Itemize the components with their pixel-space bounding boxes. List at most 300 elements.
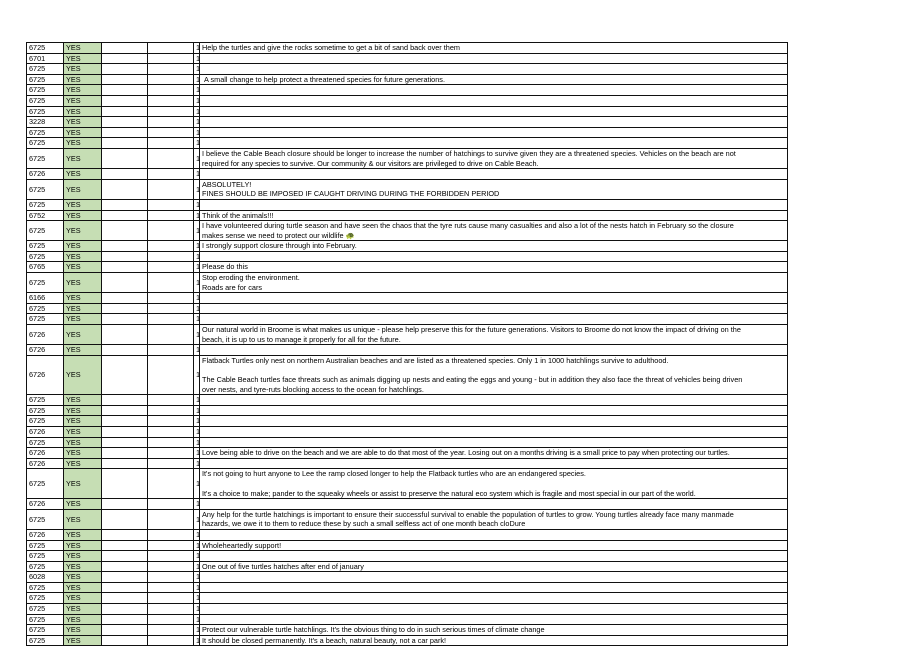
empty-cell[interactable] <box>102 273 148 293</box>
comment-cell[interactable] <box>200 303 788 314</box>
postcode-cell[interactable]: 6726 <box>27 499 64 510</box>
empty-cell[interactable] <box>102 53 148 64</box>
postcode-cell[interactable]: 6725 <box>27 221 64 241</box>
count-cell[interactable]: 1 <box>194 614 200 625</box>
empty-cell[interactable] <box>102 262 148 273</box>
comment-cell[interactable] <box>200 458 788 469</box>
count-cell[interactable]: 1 <box>194 262 200 273</box>
postcode-cell[interactable]: 6725 <box>27 138 64 149</box>
count-cell[interactable]: 1 <box>194 43 200 54</box>
answer-cell[interactable]: YES <box>64 635 102 646</box>
empty-cell[interactable] <box>102 614 148 625</box>
empty-cell[interactable] <box>148 127 194 138</box>
count-cell[interactable]: 1 <box>194 593 200 604</box>
answer-cell[interactable]: YES <box>64 395 102 406</box>
answer-cell[interactable]: YES <box>64 199 102 210</box>
count-cell[interactable]: 1 <box>194 53 200 64</box>
empty-cell[interactable] <box>102 314 148 325</box>
table-row <box>27 273 788 293</box>
count-cell[interactable]: 1 <box>194 395 200 406</box>
empty-cell[interactable] <box>148 95 194 106</box>
empty-cell[interactable] <box>148 614 194 625</box>
empty-cell[interactable] <box>148 251 194 262</box>
postcode-cell[interactable]: 6701 <box>27 53 64 64</box>
postcode-cell[interactable]: 6725 <box>27 395 64 406</box>
count-cell[interactable]: 1 <box>194 148 200 168</box>
empty-cell[interactable] <box>148 458 194 469</box>
comment-cell[interactable] <box>200 199 788 210</box>
count-cell[interactable]: 1 <box>194 437 200 448</box>
postcode-cell[interactable]: 6725 <box>27 303 64 314</box>
empty-cell[interactable] <box>148 293 194 304</box>
postcode-cell[interactable]: 6725 <box>27 469 64 499</box>
count-cell[interactable]: 1 <box>194 509 200 529</box>
empty-cell[interactable] <box>148 138 194 149</box>
empty-cell[interactable] <box>102 95 148 106</box>
count-cell[interactable]: 1 <box>194 551 200 562</box>
comment-cell[interactable] <box>200 221 788 241</box>
postcode-cell[interactable]: 6725 <box>27 199 64 210</box>
answer-cell[interactable]: YES <box>64 458 102 469</box>
empty-cell[interactable] <box>102 85 148 96</box>
empty-cell[interactable] <box>148 179 194 199</box>
empty-cell[interactable] <box>102 74 148 85</box>
empty-cell[interactable] <box>102 426 148 437</box>
postcode-cell[interactable]: 6166 <box>27 293 64 304</box>
postcode-cell[interactable]: 6725 <box>27 509 64 529</box>
empty-cell[interactable] <box>148 199 194 210</box>
answer-cell[interactable]: YES <box>64 138 102 149</box>
empty-cell[interactable] <box>148 64 194 75</box>
answer-cell[interactable]: YES <box>64 529 102 540</box>
answer-cell[interactable]: YES <box>64 85 102 96</box>
count-cell[interactable]: 1 <box>194 314 200 325</box>
empty-cell[interactable] <box>148 499 194 510</box>
empty-cell[interactable] <box>148 551 194 562</box>
answer-cell[interactable]: YES <box>64 106 102 117</box>
postcode-cell[interactable]: 6765 <box>27 262 64 273</box>
answer-cell[interactable]: YES <box>64 345 102 356</box>
empty-cell[interactable] <box>148 210 194 221</box>
answer-cell[interactable]: YES <box>64 53 102 64</box>
answer-cell[interactable]: YES <box>64 148 102 168</box>
count-cell[interactable]: 1 <box>194 625 200 636</box>
postcode-cell[interactable]: 6726 <box>27 458 64 469</box>
postcode-cell[interactable]: 6725 <box>27 74 64 85</box>
answer-cell[interactable]: YES <box>64 540 102 551</box>
comment-cell[interactable] <box>200 561 788 572</box>
answer-cell[interactable]: YES <box>64 117 102 128</box>
count-cell[interactable]: 1 <box>194 355 200 394</box>
empty-cell[interactable] <box>148 604 194 615</box>
table-row <box>27 95 788 106</box>
empty-cell[interactable] <box>148 325 194 345</box>
empty-cell[interactable] <box>148 405 194 416</box>
empty-cell[interactable] <box>102 355 148 394</box>
answer-cell[interactable]: YES <box>64 625 102 636</box>
count-cell[interactable]: 1 <box>194 303 200 314</box>
empty-cell[interactable] <box>102 148 148 168</box>
count-cell[interactable]: 1 <box>194 127 200 138</box>
empty-cell[interactable] <box>148 561 194 572</box>
count-cell[interactable]: 1 <box>194 540 200 551</box>
empty-cell[interactable] <box>148 273 194 293</box>
count-cell[interactable]: 1 <box>194 561 200 572</box>
comment-cell[interactable] <box>200 625 788 636</box>
comment-cell[interactable] <box>200 64 788 75</box>
postcode-cell[interactable]: 6725 <box>27 148 64 168</box>
empty-cell[interactable] <box>148 572 194 583</box>
answer-cell[interactable]: YES <box>64 509 102 529</box>
empty-cell[interactable] <box>148 169 194 180</box>
postcode-cell[interactable]: 6725 <box>27 95 64 106</box>
answer-cell[interactable]: YES <box>64 561 102 572</box>
answer-cell[interactable]: YES <box>64 64 102 75</box>
empty-cell[interactable] <box>148 625 194 636</box>
empty-cell[interactable] <box>102 551 148 562</box>
comment-cell[interactable] <box>200 53 788 64</box>
empty-cell[interactable] <box>102 199 148 210</box>
postcode-cell[interactable]: 6725 <box>27 437 64 448</box>
count-cell[interactable]: 1 <box>194 293 200 304</box>
answer-cell[interactable]: YES <box>64 251 102 262</box>
comment-cell[interactable] <box>200 314 788 325</box>
answer-cell[interactable]: YES <box>64 416 102 427</box>
table-row <box>27 117 788 128</box>
comment-cell[interactable] <box>200 325 788 345</box>
count-cell[interactable]: 1 <box>194 106 200 117</box>
empty-cell[interactable] <box>102 117 148 128</box>
count-cell[interactable]: 1 <box>194 325 200 345</box>
count-cell[interactable]: 1 <box>194 64 200 75</box>
empty-cell[interactable] <box>148 416 194 427</box>
table-row <box>27 138 788 149</box>
postcode-cell[interactable]: 6725 <box>27 593 64 604</box>
empty-cell[interactable] <box>148 241 194 252</box>
count-cell[interactable]: 1 <box>194 345 200 356</box>
answer-cell[interactable]: YES <box>64 437 102 448</box>
comment-cell[interactable] <box>200 593 788 604</box>
table-row <box>27 458 788 469</box>
empty-cell[interactable] <box>148 117 194 128</box>
table-body <box>27 43 788 646</box>
comment-cell[interactable] <box>200 540 788 551</box>
comment-cell[interactable] <box>200 355 788 394</box>
postcode-cell[interactable]: 6725 <box>27 106 64 117</box>
postcode-cell[interactable]: 6725 <box>27 64 64 75</box>
empty-cell[interactable] <box>148 509 194 529</box>
postcode-cell[interactable]: 6726 <box>27 448 64 459</box>
empty-cell[interactable] <box>148 437 194 448</box>
count-cell[interactable]: 1 <box>194 221 200 241</box>
count-cell[interactable]: 1 <box>194 499 200 510</box>
count-cell[interactable]: 1 <box>194 85 200 96</box>
answer-cell[interactable]: YES <box>64 604 102 615</box>
comment-cell[interactable] <box>200 345 788 356</box>
comment-cell[interactable] <box>200 273 788 293</box>
empty-cell[interactable] <box>102 405 148 416</box>
comment-cell[interactable] <box>200 416 788 427</box>
answer-cell[interactable]: YES <box>64 593 102 604</box>
empty-cell[interactable] <box>102 604 148 615</box>
comment-cell[interactable] <box>200 405 788 416</box>
answer-cell[interactable]: YES <box>64 221 102 241</box>
postcode-cell[interactable]: 6028 <box>27 572 64 583</box>
comment-cell[interactable] <box>200 426 788 437</box>
count-cell[interactable]: 1 <box>194 138 200 149</box>
count-cell[interactable]: 1 <box>194 635 200 646</box>
comment-cell[interactable] <box>200 241 788 252</box>
empty-cell[interactable] <box>102 572 148 583</box>
comment-cell[interactable] <box>200 582 788 593</box>
postcode-cell[interactable]: 6725 <box>27 251 64 262</box>
empty-cell[interactable] <box>148 426 194 437</box>
comment-cell[interactable] <box>200 138 788 149</box>
comment-cell[interactable] <box>200 614 788 625</box>
empty-cell[interactable] <box>102 509 148 529</box>
empty-cell[interactable] <box>148 262 194 273</box>
comment-cell[interactable] <box>200 509 788 529</box>
comment-cell[interactable] <box>200 262 788 273</box>
table-row <box>27 293 788 304</box>
comment-cell[interactable] <box>200 293 788 304</box>
empty-cell[interactable] <box>102 499 148 510</box>
empty-cell[interactable] <box>102 625 148 636</box>
empty-cell[interactable] <box>102 169 148 180</box>
answer-cell[interactable]: YES <box>64 210 102 221</box>
postcode-cell[interactable]: 6725 <box>27 43 64 54</box>
empty-cell[interactable] <box>148 395 194 406</box>
answer-cell[interactable]: YES <box>64 303 102 314</box>
empty-cell[interactable] <box>102 293 148 304</box>
empty-cell[interactable] <box>102 582 148 593</box>
postcode-cell[interactable]: 6725 <box>27 405 64 416</box>
answer-cell[interactable]: YES <box>64 241 102 252</box>
answer-cell[interactable]: YES <box>64 127 102 138</box>
answer-cell[interactable]: YES <box>64 95 102 106</box>
count-cell[interactable]: 1 <box>194 582 200 593</box>
postcode-cell[interactable]: 6726 <box>27 169 64 180</box>
answer-cell[interactable]: YES <box>64 262 102 273</box>
answer-cell[interactable]: YES <box>64 426 102 437</box>
comment-cell[interactable] <box>200 604 788 615</box>
answer-cell[interactable]: YES <box>64 273 102 293</box>
empty-cell[interactable] <box>148 314 194 325</box>
empty-cell[interactable] <box>148 74 194 85</box>
answer-cell[interactable]: YES <box>64 582 102 593</box>
answer-cell[interactable]: YES <box>64 469 102 499</box>
count-cell[interactable]: 1 <box>194 117 200 128</box>
comment-cell[interactable] <box>200 148 788 168</box>
postcode-cell[interactable]: 6725 <box>27 273 64 293</box>
comment-cell[interactable] <box>200 551 788 562</box>
empty-cell[interactable] <box>102 416 148 427</box>
comment-cell[interactable] <box>200 448 788 459</box>
postcode-cell[interactable]: 6725 <box>27 604 64 615</box>
count-cell[interactable]: 1 <box>194 426 200 437</box>
count-cell[interactable]: 1 <box>194 273 200 293</box>
answer-cell[interactable]: YES <box>64 293 102 304</box>
answer-cell[interactable]: YES <box>64 448 102 459</box>
postcode-cell[interactable]: 6725 <box>27 625 64 636</box>
answer-cell[interactable]: YES <box>64 74 102 85</box>
empty-cell[interactable] <box>148 469 194 499</box>
empty-cell[interactable] <box>148 593 194 604</box>
empty-cell[interactable] <box>102 138 148 149</box>
comment-cell[interactable] <box>200 635 788 646</box>
table-row <box>27 395 788 406</box>
empty-cell[interactable] <box>102 241 148 252</box>
count-cell[interactable]: 1 <box>194 405 200 416</box>
postcode-cell[interactable]: 6725 <box>27 551 64 562</box>
comment-cell[interactable] <box>200 437 788 448</box>
empty-cell[interactable] <box>148 303 194 314</box>
answer-cell[interactable]: YES <box>64 355 102 394</box>
comment-cell[interactable] <box>200 499 788 510</box>
count-cell[interactable]: 1 <box>194 210 200 221</box>
postcode-cell[interactable]: 6725 <box>27 85 64 96</box>
postcode-cell[interactable]: 6725 <box>27 540 64 551</box>
empty-cell[interactable] <box>148 106 194 117</box>
comment-line <box>202 479 785 489</box>
comment-cell[interactable] <box>200 74 788 85</box>
table-row <box>27 169 788 180</box>
postcode-cell[interactable]: 6725 <box>27 582 64 593</box>
empty-cell[interactable] <box>102 395 148 406</box>
answer-cell[interactable]: YES <box>64 499 102 510</box>
postcode-cell[interactable]: 6752 <box>27 210 64 221</box>
comment-cell[interactable] <box>200 106 788 117</box>
comment-cell[interactable] <box>200 95 788 106</box>
empty-cell[interactable] <box>102 458 148 469</box>
table-row <box>27 614 788 625</box>
empty-cell[interactable] <box>102 106 148 117</box>
postcode-cell[interactable]: 6726 <box>27 355 64 394</box>
count-cell[interactable]: 1 <box>194 95 200 106</box>
answer-cell[interactable]: YES <box>64 325 102 345</box>
table-row <box>27 551 788 562</box>
empty-cell[interactable] <box>148 635 194 646</box>
comment-cell[interactable] <box>200 85 788 96</box>
postcode-cell[interactable]: 6725 <box>27 127 64 138</box>
count-cell[interactable]: 1 <box>194 604 200 615</box>
empty-cell[interactable] <box>148 221 194 241</box>
answer-cell[interactable]: YES <box>64 572 102 583</box>
comment-cell[interactable] <box>200 210 788 221</box>
comment-cell[interactable] <box>200 251 788 262</box>
postcode-cell[interactable]: 6725 <box>27 561 64 572</box>
comment-cell[interactable] <box>200 169 788 180</box>
empty-cell[interactable] <box>148 448 194 459</box>
empty-cell[interactable] <box>148 148 194 168</box>
empty-cell[interactable] <box>102 635 148 646</box>
comment-cell[interactable] <box>200 43 788 54</box>
count-cell[interactable]: 1 <box>194 416 200 427</box>
postcode-cell[interactable]: 6725 <box>27 241 64 252</box>
empty-cell[interactable] <box>102 448 148 459</box>
count-cell[interactable]: 1 <box>194 448 200 459</box>
table-row <box>27 509 788 529</box>
empty-cell[interactable] <box>102 303 148 314</box>
comment-cell[interactable] <box>200 572 788 583</box>
empty-cell[interactable] <box>102 529 148 540</box>
count-cell[interactable]: 1 <box>194 199 200 210</box>
answer-cell[interactable]: YES <box>64 551 102 562</box>
empty-cell[interactable] <box>102 127 148 138</box>
answer-cell[interactable]: YES <box>64 614 102 625</box>
table-row <box>27 561 788 572</box>
postcode-cell[interactable]: 6725 <box>27 614 64 625</box>
comment-cell[interactable] <box>200 127 788 138</box>
postcode-cell[interactable]: 6725 <box>27 179 64 199</box>
count-cell[interactable]: 1 <box>194 572 200 583</box>
table-row <box>27 262 788 273</box>
comment-cell[interactable] <box>200 117 788 128</box>
postcode-cell[interactable]: 6726 <box>27 345 64 356</box>
empty-cell[interactable] <box>102 593 148 604</box>
comment-cell[interactable] <box>200 469 788 499</box>
empty-cell[interactable] <box>102 64 148 75</box>
comment-cell[interactable] <box>200 529 788 540</box>
empty-cell[interactable] <box>148 529 194 540</box>
empty-cell[interactable] <box>148 582 194 593</box>
comment-cell[interactable] <box>200 179 788 199</box>
empty-cell[interactable] <box>102 345 148 356</box>
postcode-cell[interactable]: 6725 <box>27 635 64 646</box>
count-cell[interactable]: 1 <box>194 179 200 199</box>
postcode-cell[interactable]: 6726 <box>27 529 64 540</box>
comment-line: Any help for the turtle hatchings is important to ensure their successful survival to enable the population of turtles to grow. Young turtles already face many manmade <box>202 509 734 519</box>
comment-line: hazards, we owe it to them to reduce these by such a small selfless act of one month beach cloDure <box>202 519 526 529</box>
empty-cell[interactable] <box>148 355 194 394</box>
empty-cell[interactable] <box>102 469 148 499</box>
answer-cell[interactable]: YES <box>64 169 102 180</box>
empty-cell[interactable] <box>102 210 148 221</box>
count-cell[interactable]: 1 <box>194 241 200 252</box>
empty-cell[interactable] <box>148 53 194 64</box>
count-cell[interactable]: 1 <box>194 458 200 469</box>
answer-cell[interactable]: YES <box>64 43 102 54</box>
count-cell[interactable]: 1 <box>194 74 200 85</box>
postcode-cell[interactable]: 6725 <box>27 314 64 325</box>
answer-cell[interactable]: YES <box>64 179 102 199</box>
empty-cell[interactable] <box>102 437 148 448</box>
empty-cell[interactable] <box>148 345 194 356</box>
count-cell[interactable]: 1 <box>194 251 200 262</box>
empty-cell[interactable] <box>102 561 148 572</box>
postcode-cell[interactable]: 6726 <box>27 426 64 437</box>
empty-cell[interactable] <box>148 43 194 54</box>
table-row <box>27 416 788 427</box>
count-cell[interactable]: 1 <box>194 169 200 180</box>
postcode-cell[interactable]: 6725 <box>27 416 64 427</box>
answer-cell[interactable]: YES <box>64 405 102 416</box>
empty-cell[interactable] <box>102 251 148 262</box>
count-cell[interactable]: 1 <box>194 529 200 540</box>
answer-cell[interactable]: YES <box>64 314 102 325</box>
empty-cell[interactable] <box>102 43 148 54</box>
empty-cell[interactable] <box>102 221 148 241</box>
empty-cell[interactable] <box>102 179 148 199</box>
empty-cell[interactable] <box>102 325 148 345</box>
count-cell[interactable]: 1 <box>194 469 200 499</box>
postcode-cell[interactable]: 3228 <box>27 117 64 128</box>
empty-cell[interactable] <box>148 85 194 96</box>
empty-cell[interactable] <box>102 540 148 551</box>
postcode-cell[interactable]: 6726 <box>27 325 64 345</box>
empty-cell[interactable] <box>148 540 194 551</box>
comment-cell[interactable] <box>200 395 788 406</box>
